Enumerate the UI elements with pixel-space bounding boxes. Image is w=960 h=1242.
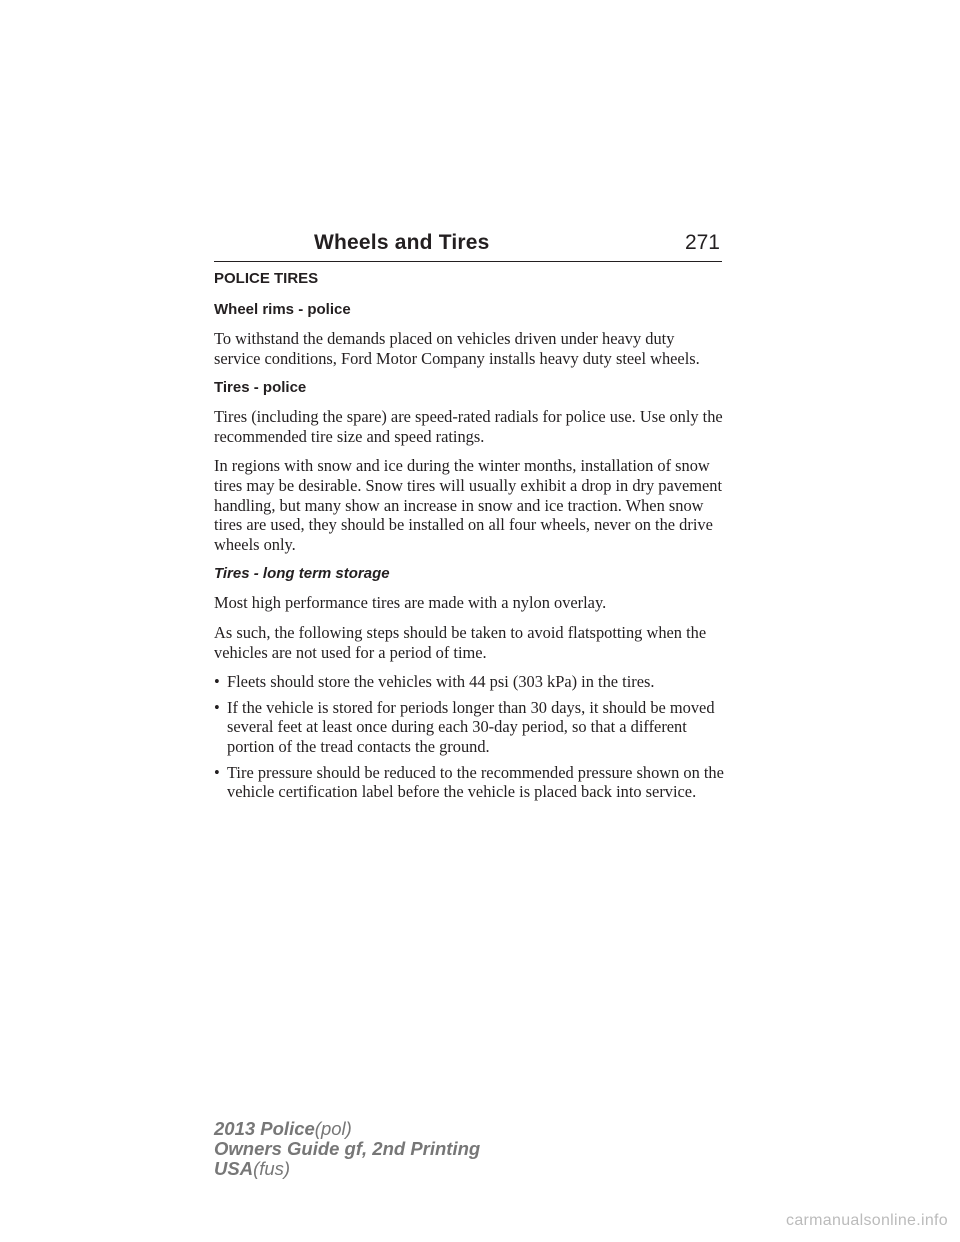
footer-line-1 (214, 1119, 480, 1139)
list-item (214, 763, 724, 802)
list-item-text: Fleets should store the vehicles with 44 psi (303 kPa) in the tires. (227, 672, 655, 692)
storage-paragraph-1: Most high performance tires are made with a nylon overlay. (214, 593, 607, 613)
watermark: carmanualsonline.info (786, 1212, 948, 1229)
storage-bullet-list (214, 672, 724, 802)
section-title: POLICE TIRES (214, 270, 319, 287)
footer-line-2: Owners Guide gf, 2nd Printing (214, 1138, 481, 1159)
list-item (214, 672, 724, 692)
page-content (214, 269, 724, 808)
wheel-rims-heading: Wheel rims - police (214, 301, 351, 318)
list-item-text: If the vehicle is stored for periods longer than 30 days, it should be moved several feet at least once during each 30-day period, so that a different portion of the tread contacts the ground. (227, 697, 715, 756)
page-header (214, 229, 722, 262)
print-footer (214, 1119, 480, 1179)
storage-heading: Tires - long term storage (214, 565, 390, 583)
bullet-icon: • (214, 672, 220, 692)
footer-market: USA (214, 1158, 254, 1179)
tires-paragraph-1: Tires (including the spare) are speed-rated radials for police use. Use only the recommended tire size and speed ratings. (214, 407, 723, 446)
page-number: 271 (684, 231, 720, 254)
footer-market-code: (fus) (253, 1158, 291, 1179)
bullet-icon: • (214, 762, 220, 782)
footer-model: 2013 Police (214, 1118, 315, 1139)
footer-model-code: (pol) (314, 1118, 352, 1139)
tires-paragraph-2: In regions with snow and ice during the winter months, installation of snow tires may be desirable. Snow tires will usually exhibit a drop in dry pavement handling, but many show an increase in snow and ice traction. When snow tires are used, they should be installed on all four wheels, never on the drive wheels only. (214, 456, 722, 554)
storage-paragraph-2: As such, the following steps should be taken to avoid flatspotting when the vehicles are not used for a period of time. (214, 622, 707, 662)
list-item-text: Tire pressure should be reduced to the recommended pressure shown on the vehicle certification label before the vehicle is placed back into service. (227, 762, 724, 802)
tires-heading: Tires - police (214, 379, 307, 397)
bullet-icon: • (214, 697, 220, 717)
list-item (214, 698, 724, 757)
wheel-rims-paragraph: To withstand the demands placed on vehicles driven under heavy duty service conditions, Ford Motor Company installs heavy duty steel wheels. (214, 329, 700, 368)
chapter-title: Wheels and Tires (314, 231, 490, 254)
footer-line-3 (214, 1159, 480, 1179)
